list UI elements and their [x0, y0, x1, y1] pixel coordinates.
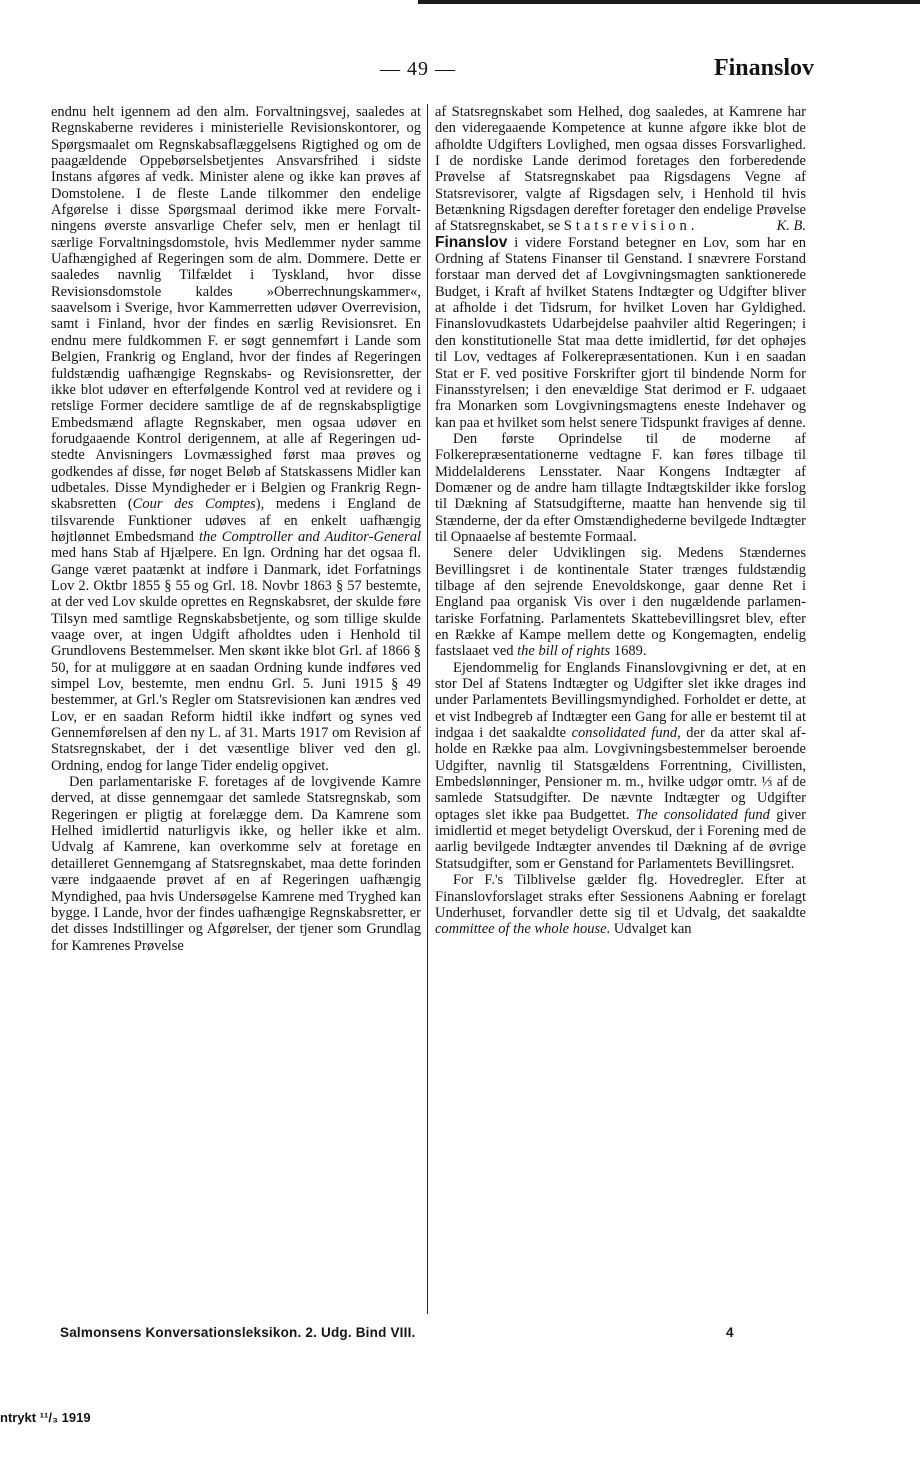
paragraph: [51, 774, 421, 954]
paragraph: [435, 431, 806, 545]
cross-reference: Statsrevision: [563, 218, 691, 235]
text-run: Den første Oprindelse til de moderne af Folkerepræsentationerne vedtagne F. kan føres tilbage til Middelalderens Lensstater. Naar Kongens Indtægter af Domæner og de andre ham tillagte Indtægtskilder ikke forslog til Dækning af Statsudgifterne, maatte han henvende sig til Stænderne, der da efter Omstændighederne bevilgede Indtægter til Opnaaelse af bestemte Formaal.: [435, 430, 806, 545]
paragraph: [435, 104, 806, 235]
footer-publication: Salmonsens Konversationsleksikon. 2. Udg. Bind VIII.: [60, 1325, 416, 1340]
text-run: 1689.: [610, 643, 647, 660]
sheet-number: 4: [726, 1325, 734, 1340]
text-run: For F.'s Tilblivelse gælder flg. Hovedregler. Efter at Finanslovforslaget straks efter Sessionens Aabning er forelagt Underhuset, forvandler dette sig til et Udvalg, det saakaldte: [435, 872, 806, 921]
italic-text: consolidated fund: [571, 725, 678, 742]
italic-text: the Comptroller and Auditor-General: [198, 528, 421, 545]
top-rule: [418, 0, 920, 4]
text-run: af Statsregnskabet som Helhed, dog saaledes, at Kamrene har den videregaaende Kompetence at kunne afgøre ikke blot de afholdte Udgifters Lovlighed, men ogsaa disses Forsvarlighed. I de nordiske Lande derimod foretages den forberedende Prøvelse af Statsregnskabet paa Rigsdagens Vegne af Statsrevisorer, valgte af Rigsdagen selv, i Henhold til hvis Betænkning Rigsdagen derefter foretager den endelige Prøvelse af Statsregnskabet, se: [435, 104, 806, 235]
text-run: Senere deler Udviklingen sig. Medens Stændernes Bevillingsret i de kontinentale Stater trænges fuldstændig tilbage af den sejrende Enevoldskonge, gaar denne Ret i England paa organisk Vis over i den nugældende parlamentariske Forfatning. Parlamentets Skattebevillingsret blev, efter en Række af Kampe mellem dette og Kongemagten, endelig fastslaaet ved: [435, 545, 806, 660]
text-run: giver imidlertid et meget betydeligt Overskud, der i Forening med de aarlig bevilgede Indtægter anvendes til Dækning af de øvrige Statsudgifter, som er Genstand for Parlamentets Bevillingsret.: [435, 806, 806, 872]
text-run: Den parlamentariske F. foretages af de lovgivende Kamre derved, at disse gennemgaar det samlede Statsregnskab, som Regeringen er pligtig at forelægge dem. Da Kamrene som Helhed imidlertid naturligvis ikke, og heller ikke et alm. Udvalg af Kamrene, kan overkomme selv at foretage en detailleret Gennemgang af Statsregnskabet, maa dette forinden være indgaaende prøvet af en af Regeringen uafhængig Myndighed, paa hvis Undersøgelse Kamrene med Tryghed kan bygge. I Lande, hvor der findes uafhængige Regnskabsretter, er det disses Indstillinger og Afgørelser, der tjener som Grundlag for Kamrenes Prøvelse: [51, 774, 421, 954]
italic-text: The consolidated fund: [635, 806, 770, 823]
paragraph: [435, 545, 806, 659]
paragraph: [435, 660, 806, 872]
running-head: Finanslov: [713, 55, 814, 81]
italic-text: the bill of rights: [517, 643, 611, 660]
author-signature: K. B.: [776, 218, 806, 235]
column-divider: [427, 104, 428, 1314]
headword: Finanslov: [435, 233, 508, 251]
text-run: , der da atter skal afholde en Række paa alm. Lovgivningsbestemmelser beroende Udgifter, navnlig til Statsgældens Forrentning, Civillisten, Embedslønninger, Pensioner m. m., hvilke udgør omtr. ⅓ af de samlede Statsudgifter. De nævnte Indtægter og Udgifter optages slet ikke paa Budgettet.: [435, 725, 806, 823]
text-run: .: [690, 218, 695, 235]
paragraph: [435, 235, 806, 431]
page-number: — 49 —: [380, 58, 456, 80]
right-column: [435, 104, 806, 1320]
italic-text: committee of the whole house: [435, 921, 607, 938]
text-run: Ejendommelig for Englands Finanslovgivning er det, at en stor Del af Statens Indtægter og Udgifter slet ikke drages ind under Parlamentets Bevillingsmyndighed. Forholdet er dette, at et vist Indbegreb af Indtægter een Gang for alle er bestemt til at indgaa i det saakaldte: [435, 659, 806, 742]
text-run: endnu helt igennem ad den alm. Forvaltningsvej, saaledes at Regnskaberne revideres i ministerielle Revisionskontorer, og Spørgsmaalet om Regnskabsaflæggelsens Rigtighed og om de paagældende Oppebørselsbetjentes Ansvarsfrihed i sidste Instans afgøres af vedk. Minister alene og ikke kan prøves af Domstolene. I de fleste Lande tilkommer den endelige Afgørelse i disse Spørgsmaal derimod ikke mere Forvaltningens øverste ansvarlige Chefer selv, men er henlagt til særlige Forvaltningsdomstole, hvis Medlemmer nyder samme Uafhængighed af Regeringen som de alm. Dommere. Dette er saaledes navnlig Tilfældet i Tyskland, hvor disse Revisionsdomstole kaldes »Oberrechnungskammer«, saavelsom i Sverige, hvor Kammerretten udøver Overrevision, samt i Finland, hvor der findes en særlig Revisionsret. En endnu mere fuldkommen F. er søgt gennemført i Lande som Belgien, Frankrig og England, hvor der findes af Regeringen fuldstændig uafhængige Regnskabs- og Revisionsretter, der ikke blot udøver en efterfølgende Kontrol ved at revidere og i retslige Former decidere samtlige de af de regnskabspligtige Embedsmænd aflagte Regnskaber, men ogsaa udøver en forudgaaende Kontrol derigennem, at alle af Regeringen udstedte Anvisningers Lovmæssighed først maa prøves og godkendes af disse, før noget Beløb af Statskassens Midler kan udbetales. Disse Myndigheder er i Belgien og Frankrig Regnskabsretten (: [51, 104, 421, 513]
left-column: [51, 104, 421, 1320]
paragraph: [435, 872, 806, 937]
imprint-date: ntrykt ¹¹/₃ 1919: [0, 1410, 91, 1425]
italic-text: Cour des Comptes: [132, 496, 256, 513]
text-run: ), medens i England de tilsvarende Funktioner udøves af en enkelt uafhængig højtlønnet Embedsmand: [51, 496, 421, 545]
text-run: med hans Stab af Hjælpere. En lgn. Ordning har det ogsaa fl. Gange været paatænkt at indføre i Danmark, idet Forfatnings Lov 2. Oktbr 1855 § 55 og Grl. 18. Novbr 1863 § 57 bestemte, at der ved Lov skulde oprettes en Regnskabsret, der skulde føre Tilsyn med samtlige Regnskabsbetjente, og som tillige skulde vaage over, at ingen Udgift afholdtes uden i Henhold til Grundlovens Bestemmelser. Men skønt ikke blot Grl. af 1866 § 50, for at muliggøre at en saadan Ordning kunde indføres ved simpel Lov, bestemte, men endnu Grl. 5. Juni 1915 § 49 bestemmer, at Grl.'s Regler om Statsrevisionen kan ændres ved Lov, er en saadan Reform hidtil ikke indført og synes ved Gennemførelsen af den ny L. af 31. Marts 1917 om Revision af Statsregnskabet, der i det væsentlige bliver ved den gl. Ordning, endog for lange Tider endelig opgivet.: [51, 545, 421, 774]
paragraph: [51, 104, 421, 774]
text-run: i videre Forstand betegner en Lov, som har en Ordning af Statens Finanser til Genstand. I snævrere Forstand forstaar man derved det af Lovgivningsmagten sanktionerede Budget, i Kraft af hvilket Statens Indtægter og Udgifter bliver at afholde i det Tidsrum, for hvilket Loven har Gyldighed. Finanslovudkastets Udarbejdelse paahviler altid Regeringen; i den konstitutionelle Stat maa dette imidlertid, før det ophøjes til Lov, vedtages af Folkerepræsentationen. Kun i en saadan Stat er F. ved positive Forskrifter gjort til bindende Norm for Finansstyrelsen; i den enevældige Stat derimod er F. udgaaet fra Monarken som Lovgivningsmagtens eneste Indehaver og kan paa et hvilket som helst senere Tidspunkt fraviges af denne.: [435, 234, 806, 431]
text-run: . Udvalget kan: [606, 921, 692, 938]
